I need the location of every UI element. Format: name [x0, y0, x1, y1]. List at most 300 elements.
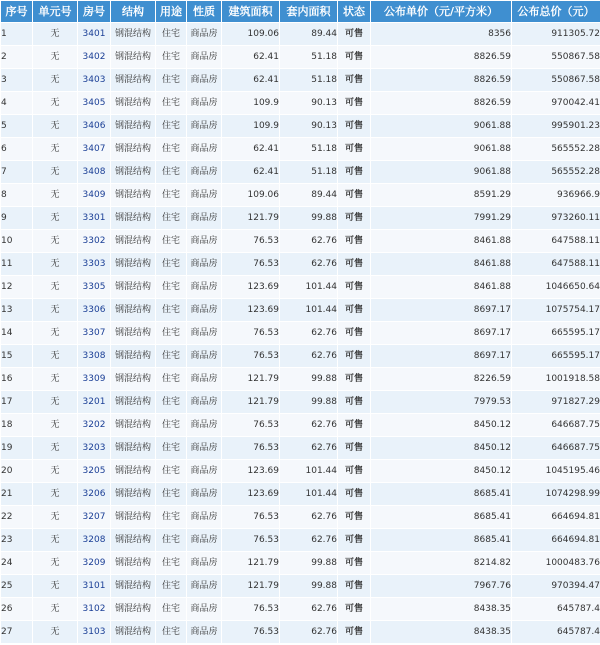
cell-structure: 钢混结构 — [111, 552, 156, 575]
cell-structure: 钢混结构 — [111, 69, 156, 92]
cell-unit-price: 8685.41 — [371, 483, 512, 506]
cell-status — [338, 230, 371, 253]
cell-unit-price: 9061.88 — [371, 138, 512, 161]
cell-unit-price: 8697.17 — [371, 345, 512, 368]
cell-usage: 住宅 — [156, 230, 187, 253]
cell-structure: 钢混结构 — [111, 575, 156, 598]
cell-nature: 商品房 — [187, 621, 222, 644]
cell-seq: 21 — [1, 483, 33, 506]
cell-nature: 商品房 — [187, 483, 222, 506]
cell-unit: 无 — [33, 253, 78, 276]
header-unit: 单元号 — [33, 1, 78, 23]
cell-structure: 钢混结构 — [111, 207, 156, 230]
cell-nature: 商品房 — [187, 598, 222, 621]
cell-total-price: 665595.17 — [512, 345, 600, 368]
cell-usage: 住宅 — [156, 69, 187, 92]
table-row — [1, 276, 600, 299]
status-badge[interactable]: 可售 — [344, 581, 363, 591]
table-row — [1, 598, 600, 621]
cell-structure: 钢混结构 — [111, 299, 156, 322]
table-row — [1, 483, 600, 506]
table-row — [1, 368, 600, 391]
table-header-row — [1, 1, 600, 23]
cell-status — [338, 253, 371, 276]
room-link[interactable]: 3301 — [82, 213, 106, 223]
cell-unit: 无 — [33, 299, 78, 322]
table-row — [1, 299, 600, 322]
cell-nature: 商品房 — [187, 368, 222, 391]
cell-building-area: 76.53 — [222, 437, 280, 460]
cell-unit-price: 8438.35 — [371, 621, 512, 644]
cell-inner-area: 62.76 — [280, 322, 338, 345]
table-row — [1, 575, 600, 598]
cell-structure: 钢混结构 — [111, 138, 156, 161]
room-link[interactable]: 3201 — [82, 397, 106, 407]
cell-structure: 钢混结构 — [111, 23, 156, 46]
room-link[interactable]: 3405 — [82, 98, 106, 108]
table-row — [1, 437, 600, 460]
header-total-price: 公布总价（元） — [512, 1, 600, 23]
cell-building-area: 123.69 — [222, 276, 280, 299]
status-badge[interactable]: 可售 — [344, 397, 363, 407]
cell-usage: 住宅 — [156, 207, 187, 230]
cell-total-price: 665595.17 — [512, 322, 600, 345]
cell-structure: 钢混结构 — [111, 161, 156, 184]
room-link[interactable]: 3305 — [82, 282, 106, 292]
table-row — [1, 253, 600, 276]
cell-usage: 住宅 — [156, 575, 187, 598]
cell-status — [338, 138, 371, 161]
cell-structure: 钢混结构 — [111, 621, 156, 644]
cell-structure: 钢混结构 — [111, 414, 156, 437]
cell-building-area: 76.53 — [222, 253, 280, 276]
cell-room — [78, 92, 111, 115]
cell-total-price: 664694.81 — [512, 506, 600, 529]
cell-inner-area: 51.18 — [280, 161, 338, 184]
cell-building-area: 109.9 — [222, 92, 280, 115]
table-row — [1, 621, 600, 644]
cell-status — [338, 460, 371, 483]
cell-building-area: 121.79 — [222, 575, 280, 598]
cell-nature: 商品房 — [187, 230, 222, 253]
cell-nature: 商品房 — [187, 299, 222, 322]
room-link[interactable]: 3302 — [82, 236, 106, 246]
cell-building-area: 123.69 — [222, 483, 280, 506]
cell-unit: 无 — [33, 368, 78, 391]
cell-usage: 住宅 — [156, 161, 187, 184]
cell-unit: 无 — [33, 23, 78, 46]
cell-unit-price: 8461.88 — [371, 230, 512, 253]
cell-nature: 商品房 — [187, 460, 222, 483]
cell-seq: 8 — [1, 184, 33, 207]
cell-unit-price: 8461.88 — [371, 253, 512, 276]
table-row — [1, 115, 600, 138]
cell-seq: 19 — [1, 437, 33, 460]
cell-unit: 无 — [33, 115, 78, 138]
cell-structure: 钢混结构 — [111, 253, 156, 276]
cell-status — [338, 299, 371, 322]
status-badge[interactable]: 可售 — [344, 512, 363, 522]
room-link[interactable]: 3202 — [82, 420, 106, 430]
cell-seq: 26 — [1, 598, 33, 621]
cell-building-area: 62.41 — [222, 161, 280, 184]
status-badge[interactable]: 可售 — [344, 604, 363, 614]
cell-total-price: 550867.58 — [512, 69, 600, 92]
cell-total-price: 970394.47 — [512, 575, 600, 598]
cell-inner-area: 101.44 — [280, 483, 338, 506]
room-link[interactable]: 3303 — [82, 259, 106, 269]
cell-room — [78, 368, 111, 391]
cell-nature: 商品房 — [187, 345, 222, 368]
status-badge[interactable]: 可售 — [344, 328, 363, 338]
cell-room — [78, 322, 111, 345]
cell-status — [338, 552, 371, 575]
status-badge[interactable]: 可售 — [344, 627, 363, 637]
cell-unit: 无 — [33, 276, 78, 299]
cell-usage: 住宅 — [156, 23, 187, 46]
status-badge[interactable]: 可售 — [344, 420, 363, 430]
cell-inner-area: 62.76 — [280, 598, 338, 621]
room-link[interactable]: 3307 — [82, 328, 106, 338]
cell-building-area: 109.06 — [222, 184, 280, 207]
cell-structure: 钢混结构 — [111, 46, 156, 69]
cell-nature: 商品房 — [187, 138, 222, 161]
cell-inner-area: 101.44 — [280, 299, 338, 322]
status-badge[interactable]: 可售 — [344, 466, 363, 476]
cell-seq: 25 — [1, 575, 33, 598]
room-link[interactable]: 3101 — [82, 581, 106, 591]
cell-building-area: 123.69 — [222, 299, 280, 322]
cell-inner-area: 90.13 — [280, 115, 338, 138]
cell-total-price: 995901.23 — [512, 115, 600, 138]
cell-status — [338, 345, 371, 368]
table-row — [1, 69, 600, 92]
status-badge[interactable]: 可售 — [344, 167, 363, 177]
cell-nature: 商品房 — [187, 46, 222, 69]
cell-usage: 住宅 — [156, 299, 187, 322]
cell-usage: 住宅 — [156, 138, 187, 161]
cell-usage: 住宅 — [156, 115, 187, 138]
cell-unit-price: 9061.88 — [371, 115, 512, 138]
status-badge[interactable]: 可售 — [344, 52, 363, 62]
cell-inner-area: 99.88 — [280, 552, 338, 575]
cell-status — [338, 414, 371, 437]
cell-inner-area: 62.76 — [280, 506, 338, 529]
cell-room — [78, 276, 111, 299]
cell-usage: 住宅 — [156, 598, 187, 621]
cell-room — [78, 253, 111, 276]
cell-status — [338, 23, 371, 46]
cell-room — [78, 161, 111, 184]
cell-total-price: 565552.28 — [512, 138, 600, 161]
cell-total-price: 971827.29 — [512, 391, 600, 414]
cell-usage: 住宅 — [156, 46, 187, 69]
cell-unit-price: 7991.29 — [371, 207, 512, 230]
cell-room — [78, 23, 111, 46]
cell-total-price: 647588.11 — [512, 230, 600, 253]
cell-unit-price: 8461.88 — [371, 276, 512, 299]
cell-total-price: 565552.28 — [512, 161, 600, 184]
cell-inner-area: 62.76 — [280, 414, 338, 437]
room-link[interactable]: 3103 — [82, 627, 106, 637]
cell-building-area: 76.53 — [222, 230, 280, 253]
room-link[interactable]: 3209 — [82, 558, 106, 568]
cell-seq: 5 — [1, 115, 33, 138]
cell-structure: 钢混结构 — [111, 368, 156, 391]
cell-nature: 商品房 — [187, 414, 222, 437]
cell-usage: 住宅 — [156, 92, 187, 115]
status-badge[interactable]: 可售 — [344, 535, 363, 545]
cell-building-area: 109.06 — [222, 23, 280, 46]
cell-seq: 9 — [1, 207, 33, 230]
table-row — [1, 207, 600, 230]
cell-inner-area: 90.13 — [280, 92, 338, 115]
cell-building-area: 121.79 — [222, 552, 280, 575]
cell-seq: 2 — [1, 46, 33, 69]
cell-status — [338, 207, 371, 230]
cell-room — [78, 391, 111, 414]
cell-seq: 23 — [1, 529, 33, 552]
cell-status — [338, 506, 371, 529]
cell-unit: 无 — [33, 460, 78, 483]
cell-usage: 住宅 — [156, 460, 187, 483]
cell-nature: 商品房 — [187, 23, 222, 46]
status-badge[interactable]: 可售 — [344, 29, 363, 39]
cell-structure: 钢混结构 — [111, 230, 156, 253]
cell-inner-area: 51.18 — [280, 69, 338, 92]
cell-unit-price: 8226.59 — [371, 368, 512, 391]
room-link[interactable]: 3102 — [82, 604, 106, 614]
cell-total-price: 970042.41 — [512, 92, 600, 115]
cell-building-area: 123.69 — [222, 460, 280, 483]
cell-unit: 无 — [33, 483, 78, 506]
table-row — [1, 46, 600, 69]
cell-unit: 无 — [33, 161, 78, 184]
cell-unit: 无 — [33, 184, 78, 207]
status-badge[interactable]: 可售 — [344, 282, 363, 292]
cell-unit: 无 — [33, 322, 78, 345]
room-link[interactable]: 3207 — [82, 512, 106, 522]
cell-seq: 18 — [1, 414, 33, 437]
cell-status — [338, 598, 371, 621]
cell-structure: 钢混结构 — [111, 184, 156, 207]
cell-usage: 住宅 — [156, 529, 187, 552]
cell-room — [78, 506, 111, 529]
header-structure: 结构 — [111, 1, 156, 23]
cell-unit: 无 — [33, 138, 78, 161]
cell-building-area: 76.53 — [222, 506, 280, 529]
cell-status — [338, 92, 371, 115]
cell-nature: 商品房 — [187, 276, 222, 299]
cell-structure: 钢混结构 — [111, 529, 156, 552]
room-link[interactable]: 3409 — [82, 190, 106, 200]
cell-room — [78, 69, 111, 92]
status-badge[interactable]: 可售 — [344, 190, 363, 200]
status-badge[interactable]: 可售 — [344, 558, 363, 568]
cell-seq: 20 — [1, 460, 33, 483]
cell-unit-price: 8826.59 — [371, 69, 512, 92]
cell-nature: 商品房 — [187, 552, 222, 575]
cell-total-price: 646687.75 — [512, 437, 600, 460]
cell-total-price: 550867.58 — [512, 46, 600, 69]
cell-total-price: 936966.9 — [512, 184, 600, 207]
cell-usage: 住宅 — [156, 414, 187, 437]
cell-total-price: 1046650.64 — [512, 276, 600, 299]
cell-structure: 钢混结构 — [111, 391, 156, 414]
cell-nature: 商品房 — [187, 575, 222, 598]
cell-seq: 10 — [1, 230, 33, 253]
cell-status — [338, 483, 371, 506]
cell-unit: 无 — [33, 414, 78, 437]
cell-unit: 无 — [33, 345, 78, 368]
cell-unit: 无 — [33, 230, 78, 253]
cell-seq: 1 — [1, 23, 33, 46]
cell-unit-price: 7979.53 — [371, 391, 512, 414]
cell-inner-area: 62.76 — [280, 230, 338, 253]
cell-seq: 7 — [1, 161, 33, 184]
cell-unit-price: 7967.76 — [371, 575, 512, 598]
cell-room — [78, 621, 111, 644]
cell-usage: 住宅 — [156, 506, 187, 529]
cell-unit: 无 — [33, 621, 78, 644]
room-link[interactable]: 3203 — [82, 443, 106, 453]
cell-building-area: 62.41 — [222, 69, 280, 92]
cell-unit: 无 — [33, 529, 78, 552]
header-usage: 用途 — [156, 1, 187, 23]
status-badge[interactable]: 可售 — [344, 144, 363, 154]
cell-room — [78, 207, 111, 230]
cell-unit: 无 — [33, 552, 78, 575]
cell-nature: 商品房 — [187, 184, 222, 207]
cell-total-price: 664694.81 — [512, 529, 600, 552]
cell-room — [78, 483, 111, 506]
cell-structure: 钢混结构 — [111, 437, 156, 460]
cell-structure: 钢混结构 — [111, 345, 156, 368]
cell-total-price: 646687.75 — [512, 414, 600, 437]
cell-room — [78, 598, 111, 621]
cell-unit: 无 — [33, 506, 78, 529]
table-row — [1, 161, 600, 184]
cell-status — [338, 391, 371, 414]
cell-room — [78, 345, 111, 368]
room-link[interactable]: 3208 — [82, 535, 106, 545]
cell-total-price: 1074298.99 — [512, 483, 600, 506]
cell-unit-price: 8697.17 — [371, 299, 512, 322]
header-room: 房号 — [78, 1, 111, 23]
cell-seq: 17 — [1, 391, 33, 414]
cell-unit-price: 8450.12 — [371, 437, 512, 460]
table-row — [1, 414, 600, 437]
status-badge[interactable]: 可售 — [344, 259, 363, 269]
cell-status — [338, 276, 371, 299]
cell-inner-area: 89.44 — [280, 184, 338, 207]
room-link[interactable]: 3403 — [82, 75, 106, 85]
cell-inner-area: 62.76 — [280, 437, 338, 460]
cell-room — [78, 230, 111, 253]
cell-inner-area: 99.88 — [280, 368, 338, 391]
cell-usage: 住宅 — [156, 391, 187, 414]
cell-seq: 12 — [1, 276, 33, 299]
cell-nature: 商品房 — [187, 437, 222, 460]
table-row — [1, 322, 600, 345]
status-badge[interactable]: 可售 — [344, 236, 363, 246]
cell-status — [338, 115, 371, 138]
header-inner-area: 套内面积 — [280, 1, 338, 23]
cell-nature: 商品房 — [187, 391, 222, 414]
cell-nature: 商品房 — [187, 69, 222, 92]
room-link[interactable]: 3309 — [82, 374, 106, 384]
cell-total-price: 645787.4 — [512, 621, 600, 644]
cell-inner-area: 62.76 — [280, 345, 338, 368]
cell-inner-area: 62.76 — [280, 529, 338, 552]
cell-status — [338, 184, 371, 207]
cell-inner-area: 62.76 — [280, 253, 338, 276]
cell-total-price: 911305.72 — [512, 23, 600, 46]
status-badge[interactable]: 可售 — [344, 305, 363, 315]
cell-building-area: 62.41 — [222, 46, 280, 69]
cell-structure: 钢混结构 — [111, 115, 156, 138]
cell-total-price: 645787.4 — [512, 598, 600, 621]
status-badge[interactable]: 可售 — [344, 443, 363, 453]
cell-total-price: 1000483.76 — [512, 552, 600, 575]
status-badge[interactable]: 可售 — [344, 98, 363, 108]
status-badge[interactable]: 可售 — [344, 75, 363, 85]
cell-seq: 3 — [1, 69, 33, 92]
cell-usage: 住宅 — [156, 345, 187, 368]
status-badge[interactable]: 可售 — [344, 213, 363, 223]
cell-inner-area: 99.88 — [280, 575, 338, 598]
status-badge[interactable]: 可售 — [344, 351, 363, 361]
room-link[interactable]: 3205 — [82, 466, 106, 476]
room-link[interactable]: 3308 — [82, 351, 106, 361]
room-link[interactable]: 3408 — [82, 167, 106, 177]
cell-nature: 商品房 — [187, 253, 222, 276]
cell-unit: 无 — [33, 46, 78, 69]
cell-total-price: 647588.11 — [512, 253, 600, 276]
status-badge[interactable]: 可售 — [344, 374, 363, 384]
cell-seq: 27 — [1, 621, 33, 644]
cell-unit: 无 — [33, 598, 78, 621]
cell-building-area: 76.53 — [222, 598, 280, 621]
cell-room — [78, 138, 111, 161]
room-link[interactable]: 3406 — [82, 121, 106, 131]
cell-nature: 商品房 — [187, 161, 222, 184]
cell-nature: 商品房 — [187, 529, 222, 552]
cell-total-price: 1001918.58 — [512, 368, 600, 391]
room-link[interactable]: 3401 — [82, 29, 106, 39]
status-badge[interactable]: 可售 — [344, 489, 363, 499]
cell-status — [338, 529, 371, 552]
cell-unit-price: 8826.59 — [371, 46, 512, 69]
cell-building-area: 109.9 — [222, 115, 280, 138]
cell-structure: 钢混结构 — [111, 322, 156, 345]
cell-status — [338, 161, 371, 184]
cell-unit-price: 8826.59 — [371, 92, 512, 115]
table-row — [1, 506, 600, 529]
cell-building-area: 121.79 — [222, 207, 280, 230]
room-link[interactable]: 3306 — [82, 305, 106, 315]
cell-total-price: 973260.11 — [512, 207, 600, 230]
cell-status — [338, 437, 371, 460]
room-link[interactable]: 3206 — [82, 489, 106, 499]
status-badge[interactable]: 可售 — [344, 121, 363, 131]
cell-building-area: 76.53 — [222, 345, 280, 368]
room-link[interactable]: 3402 — [82, 52, 106, 62]
cell-nature: 商品房 — [187, 115, 222, 138]
room-link[interactable]: 3407 — [82, 144, 106, 154]
cell-usage: 住宅 — [156, 253, 187, 276]
cell-seq: 22 — [1, 506, 33, 529]
